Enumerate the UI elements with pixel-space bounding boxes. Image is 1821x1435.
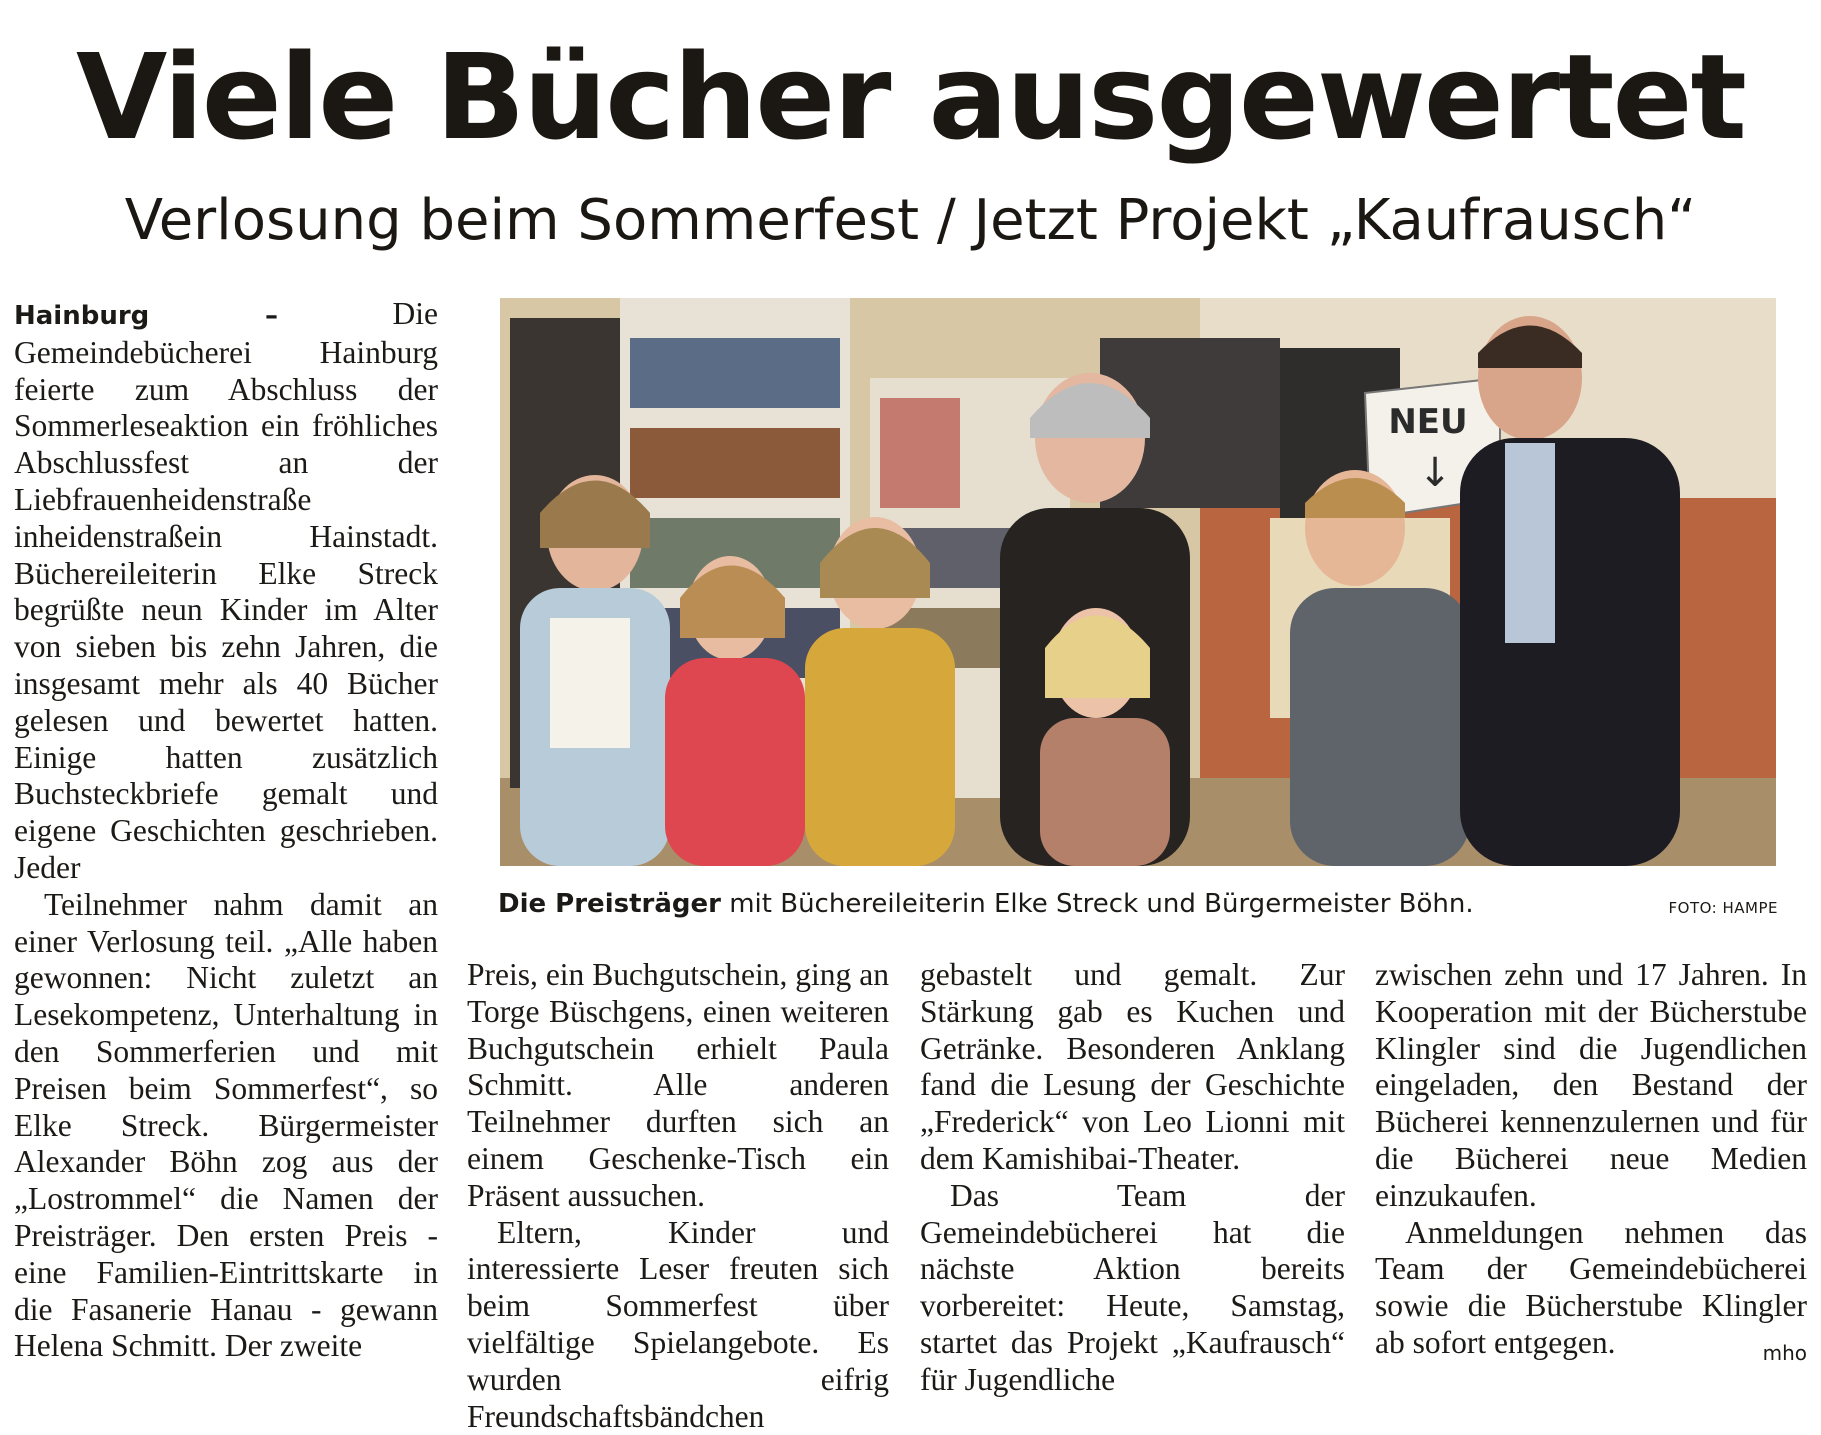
caption-bold: Die Preisträger: [498, 889, 721, 919]
paragraph: [1375, 1214, 1807, 1365]
article-column-3: [920, 957, 1345, 1399]
photo-illustration: [500, 298, 1776, 866]
article-column-2: [467, 957, 889, 1435]
paragraph: Teilnehmer nahm damit an einer Verlosung teil. „Alle haben gewonnen: Nicht zuletzt an Lesekompetenz, Unterhaltung in den Sommerferien und mit Preisen beim Sommerfest“, so Elke Streck. Bürgermeister Alexander Böhn zog aus der „Lostrommel“ die Namen der Preisträger. Den ersten Preis - eine Familien-Eintrittskarte in die Fasanerie Hanau - gewann Helena Schmitt. Der zweite: [14, 886, 438, 1364]
dateline: Hainburg –: [14, 301, 278, 331]
photo-caption: [498, 886, 1778, 926]
paragraph: Das Team der Gemeindebücherei hat die nächste Aktion bereits vorbereitet: Heute, Samstag, startet das Projekt „Kaufrausch“ für Jugendliche: [920, 1177, 1345, 1397]
article-photo: [500, 298, 1776, 866]
paragraph: Eltern, Kinder und interessierte Leser freuten sich beim Sommerfest über vielfältige Spielangebote. Es wurden eifrig Freundschaftsbändchen: [467, 1214, 889, 1434]
headline: Viele Bücher ausgewertet: [76, 28, 1745, 166]
subheadline: Verlosung beim Sommerfest / Jetzt Projekt „Kaufrausch“: [124, 188, 1697, 253]
article-column-4: [1375, 957, 1807, 1372]
paragraph: gebastelt und gemalt. Zur Stärkung gab es Kuchen und Getränke. Besonderen Anklang fand die Lesung der Geschichte „Frederick“ von Leo Lionni mit dem Kamishibai-Theater.: [920, 957, 1345, 1176]
arrow-down-icon: ↓: [1418, 450, 1452, 496]
caption-text: mit Büchereileiterin Elke Streck und Bürgermeister Böhn.: [720, 889, 1474, 919]
paragraph-text: Anmeldungen nehmen das Team der Gemeindebücherei sowie die Bücherstube Klingler ab sofort entgegen.: [1375, 1214, 1807, 1360]
article-column-1: [14, 296, 438, 1365]
paragraph: Preis, ein Buchgutschein, ging an Torge Büschgens, einen weiteren Buchgutschein erhielt Paula Schmitt. Alle anderen Teilnehmer durften sich an einem Geschenke-Tisch ein Präsent aussuchen.: [467, 957, 889, 1213]
paragraph: [14, 296, 438, 887]
paragraph: zwischen zehn und 17 Jahren. In Kooperation mit der Bücherstube Klingler sind die Jugendlichen eingeladen, den Bestand der Bücherei kennenzulernen und für die Bücherei neue Medien einzukaufen.: [1375, 957, 1807, 1213]
sign-text: NEU: [1388, 402, 1468, 442]
byline: mho: [1762, 1340, 1807, 1365]
photo-credit: FOTO: HAMPE: [1668, 899, 1778, 917]
paragraph-text: Die Gemeindebücherei Hainburg feierte zum Abschluss der Sommerleseaktion ein fröhliches Abschlussfest an der Liebfrauenheidenstraße inheidenstraßein Hainstadt. Büchereileiterin Elke Streck begrüßte neun Kinder im Alter von sieben bis zehn Jahren, die insgesamt mehr als 40 Bücher gelesen und bewertet hatten. Einige hatten zusätzlich Buchsteckbriefe gemalt und eigene Geschichten geschrieben. Jeder: [14, 296, 438, 885]
